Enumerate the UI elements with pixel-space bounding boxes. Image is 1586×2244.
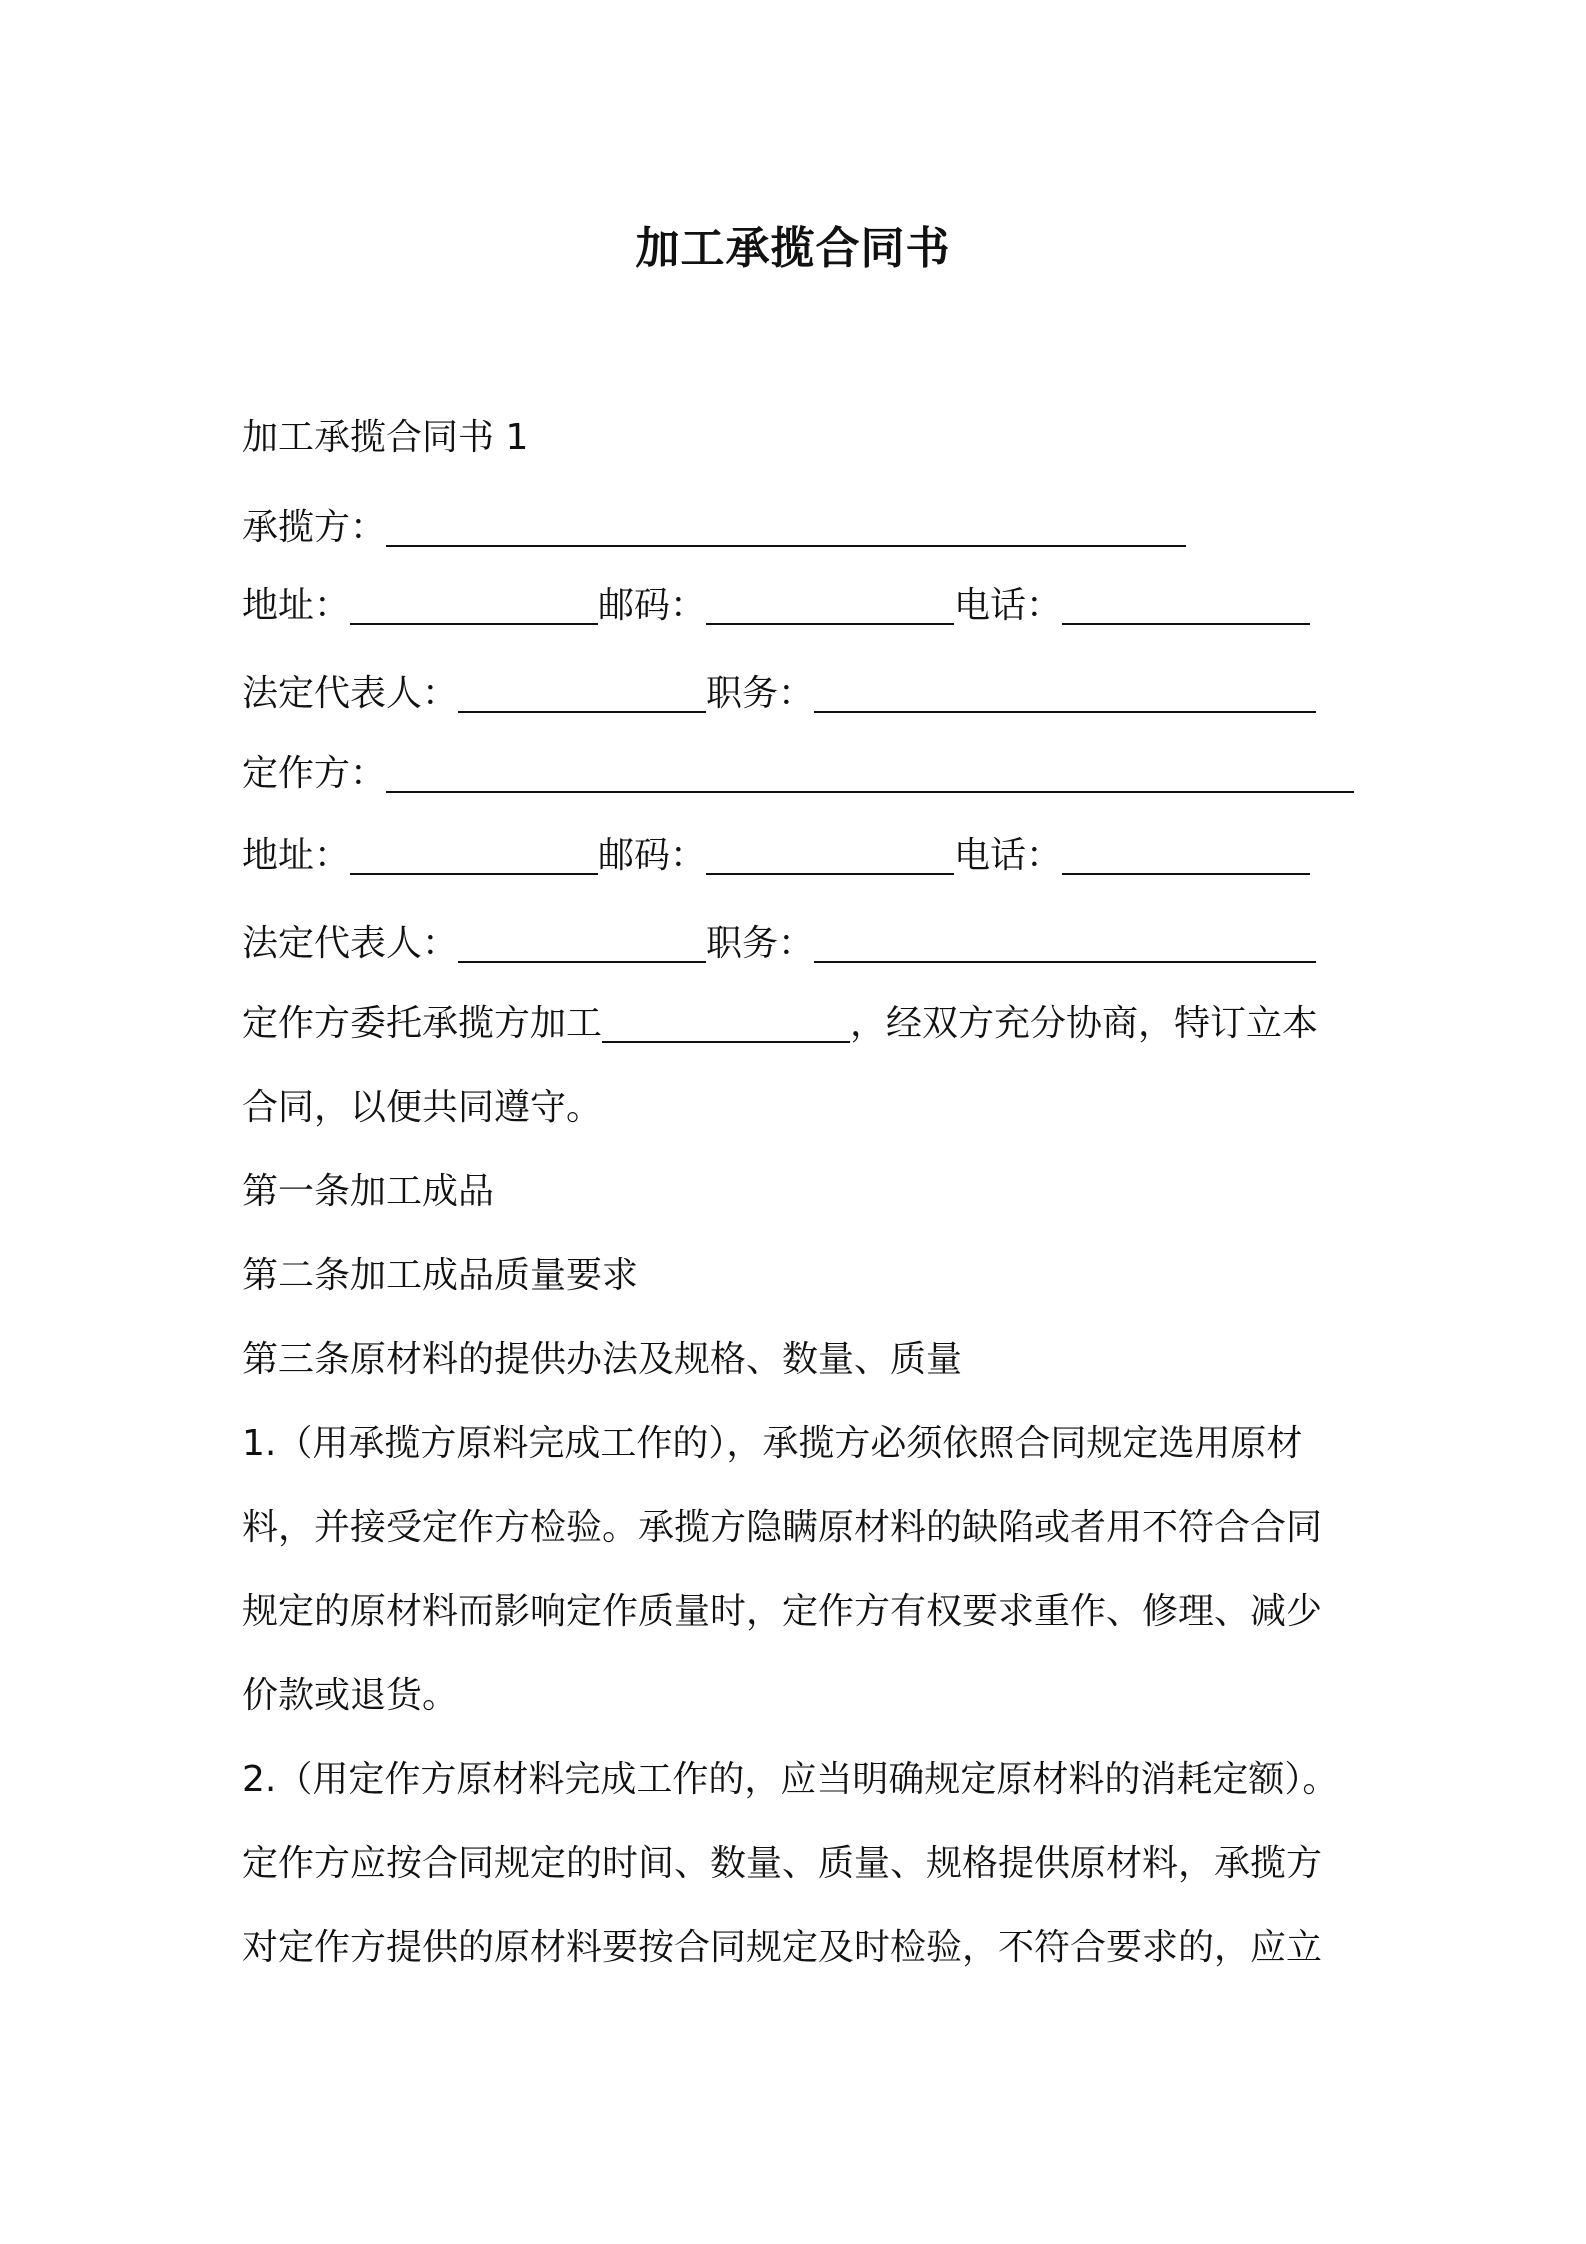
position-blank	[814, 704, 1316, 705]
address-label: 地址：	[242, 835, 351, 876]
contractor-address-row	[242, 580, 1310, 632]
client-address-row	[242, 830, 1310, 882]
intro-text-b: ，经双方充分协商，特订立本	[850, 1003, 1319, 1044]
contractor-label: 承揽方：	[242, 507, 387, 548]
intro-text-a: 定作方委托承揽方加工	[242, 1003, 603, 1044]
client-blank	[386, 784, 1354, 785]
position-label: 职务：	[706, 923, 815, 964]
document-subtitle: 加工承揽合同书 1	[242, 417, 529, 458]
intro-paragraph-line2: 合同，以便共同遵守。	[242, 1087, 603, 1128]
postcode-blank	[706, 866, 954, 867]
phone-blank	[1062, 866, 1310, 867]
contractor-legal-rep-row	[242, 668, 1316, 720]
article-3-heading: 第三条原材料的提供办法及规格、数量、质量	[242, 1339, 963, 1380]
document-title: 加工承揽合同书	[635, 223, 951, 274]
legal-rep-blank	[458, 954, 706, 955]
phone-label: 电话：	[954, 585, 1063, 626]
item-1-line: 料，并接受定作方检验。承揽方隐瞒原材料的缺陷或者用不符合合同	[242, 1507, 1323, 1548]
item-2-line: 定作方应按合同规定的时间、数量、质量、规格提供原材料，承揽方	[242, 1843, 1323, 1884]
position-blank	[814, 954, 1316, 955]
article-1-heading: 第一条加工成品	[242, 1171, 495, 1212]
postcode-label: 邮码：	[598, 585, 707, 626]
legal-rep-blank	[458, 704, 706, 705]
client-legal-rep-row	[242, 918, 1316, 970]
contractor-row	[242, 502, 1186, 554]
client-row	[242, 748, 1354, 800]
item-1-line: 规定的原材料而影响定作质量时，定作方有权要求重作、修理、减少	[242, 1591, 1323, 1632]
processing-item-blank	[602, 1034, 850, 1035]
address-label: 地址：	[242, 585, 351, 626]
legal-rep-label: 法定代表人：	[242, 923, 459, 964]
contractor-blank	[386, 538, 1186, 539]
item-2-line: 对定作方提供的原材料要按合同规定及时检验，不符合要求的，应立	[242, 1927, 1323, 1968]
client-label: 定作方：	[242, 753, 387, 794]
intro-paragraph-line1	[242, 998, 1318, 1050]
address-blank	[350, 616, 598, 617]
item-1-line: 价款或退货。	[242, 1675, 459, 1716]
item-2-line: 2.（用定作方原材料完成工作的，应当明确规定原材料的消耗定额）。	[242, 1759, 1339, 1800]
legal-rep-label: 法定代表人：	[242, 673, 459, 714]
phone-label: 电话：	[954, 835, 1063, 876]
article-2-heading: 第二条加工成品质量要求	[242, 1255, 639, 1296]
postcode-blank	[706, 616, 954, 617]
postcode-label: 邮码：	[598, 835, 707, 876]
address-blank	[350, 866, 598, 867]
phone-blank	[1062, 616, 1310, 617]
position-label: 职务：	[706, 673, 815, 714]
item-1-line: 1.（用承揽方原料完成工作的），承揽方必须依照合同规定选用原材	[242, 1423, 1303, 1464]
